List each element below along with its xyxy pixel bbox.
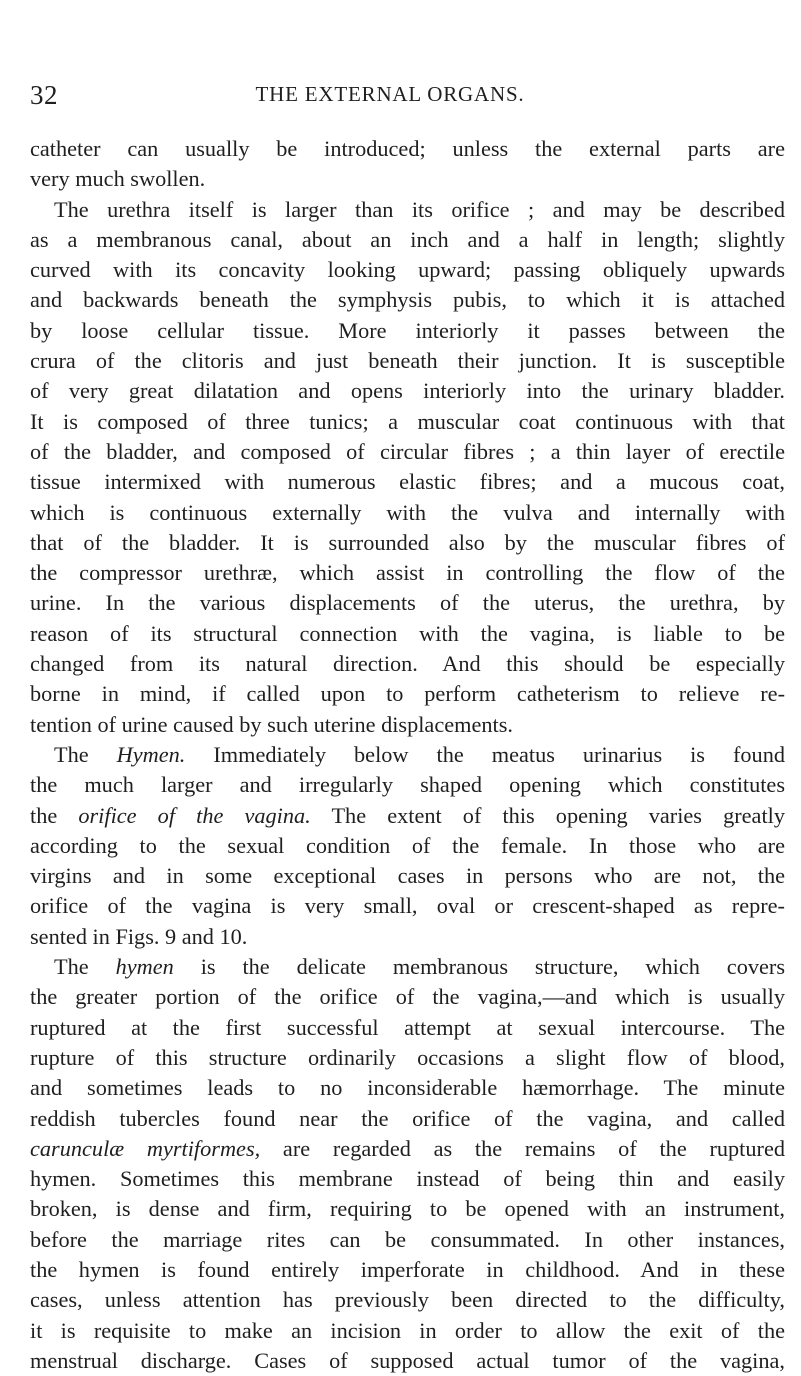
text-line: cases, unless attention has previously been directed to the difficulty,: [30, 1287, 785, 1313]
text-line: changed from its natural direction. And this should be especially: [30, 651, 785, 677]
paragraph-start-line: The urethra itself is larger than its orifice ; and may be described: [54, 196, 785, 222]
text-line: curved with its concavity looking upward; passing obliquely upwards: [30, 257, 785, 283]
text-line: urine. In the various displacements of the uterus, the urethra, by: [30, 590, 785, 616]
text-line: reason of its structural connection with the vagina, is liable to be: [30, 620, 785, 646]
text-line: tissue intermixed with numerous elastic fibres; and a mucous coat,: [30, 469, 785, 495]
running-title: THE EXTERNAL ORGANS.: [255, 82, 525, 106]
text-line: and sometimes leads to no inconsiderable hæmorrhage. The minute: [30, 1075, 785, 1101]
italic-term: orifice of the vagina.: [78, 802, 311, 828]
body-text: [30, 134, 785, 1376]
text-line: very much swollen.: [30, 166, 206, 192]
text-line: sented in Figs. 9 and 10.: [30, 923, 248, 949]
text-line: ruptured at the first successful attempt at sexual intercourse. The: [30, 1014, 785, 1040]
section-heading-hymen: Hymen.: [116, 741, 186, 767]
paragraph-start-line: The hymen is the delicate membranous structure, which covers: [54, 954, 785, 980]
text-line: it is requisite to make an incision in order to allow the exit of the: [30, 1317, 785, 1343]
text-line: menstrual discharge. Cases of supposed actual tumor of the vagina,: [30, 1347, 785, 1373]
running-head: [30, 80, 750, 110]
text-line: the compressor urethræ, which assist in controlling the flow of the: [30, 560, 785, 586]
text-line: before the marriage rites can be consummated. In other instances,: [30, 1226, 785, 1252]
text-line: as a membranous canal, about an inch and a half in length; slightly: [30, 226, 785, 252]
italic-term: carunculæ myrtiformes,: [30, 1135, 261, 1161]
text-line: orifice of the vagina is very small, oval or crescent-shaped as repre-: [30, 893, 785, 919]
text-line: the much larger and irregularly shaped opening which constitutes: [30, 772, 785, 798]
page-number: 32: [30, 80, 58, 110]
text-line: reddish tubercles found near the orifice of the vagina, and called: [30, 1105, 785, 1131]
text-line: virgins and in some exceptional cases in persons who are not, the: [30, 863, 785, 889]
text-line: which is continuous externally with the vulva and internally with: [30, 499, 785, 525]
text-line: hymen. Sometimes this membrane instead of being thin and easily: [30, 1166, 785, 1192]
text-line: of the bladder, and composed of circular fibres ; a thin layer of erectile: [30, 438, 785, 464]
text-line: catheter can usually be introduced; unless the external parts are: [30, 136, 785, 161]
italic-term: hymen: [115, 954, 174, 980]
text-line: rupture of this structure ordinarily occasions a slight flow of blood,: [30, 1044, 785, 1070]
text-line: the orifice of the vagina. The extent of this opening varies greatly: [30, 802, 785, 828]
text-line: borne in mind, if called upon to perform catheterism to relieve re-: [30, 681, 785, 707]
text-line: according to the sexual condition of the female. In those who are: [30, 832, 785, 858]
text-line: the greater portion of the orifice of the vagina,—and which is usually: [30, 984, 785, 1010]
text-line: It is composed of three tunics; a muscular coat continuous with that: [30, 408, 785, 434]
text-line: carunculæ myrtiformes, are regarded as the remains of the ruptured: [30, 1135, 785, 1161]
text-line: and backwards beneath the symphysis pubis, to which it is attached: [30, 287, 785, 313]
paragraph-start-line: The Hymen. Immediately below the meatus urinarius is found: [54, 741, 785, 767]
text-line: crura of the clitoris and just beneath their junction. It is susceptible: [30, 348, 785, 374]
text-line: of very great dilatation and opens interiorly into the urinary bladder.: [30, 378, 785, 404]
text-line: that of the bladder. It is surrounded also by the muscular fibres of: [30, 529, 785, 555]
text-line: broken, is dense and firm, requiring to be opened with an instrument,: [30, 1196, 785, 1222]
text-line: tention of urine caused by such uterine displacements.: [30, 711, 513, 737]
text-line: by loose cellular tissue. More interiorly it passes between the: [30, 317, 785, 343]
text-line: the hymen is found entirely imperforate in childhood. And in these: [30, 1256, 785, 1282]
